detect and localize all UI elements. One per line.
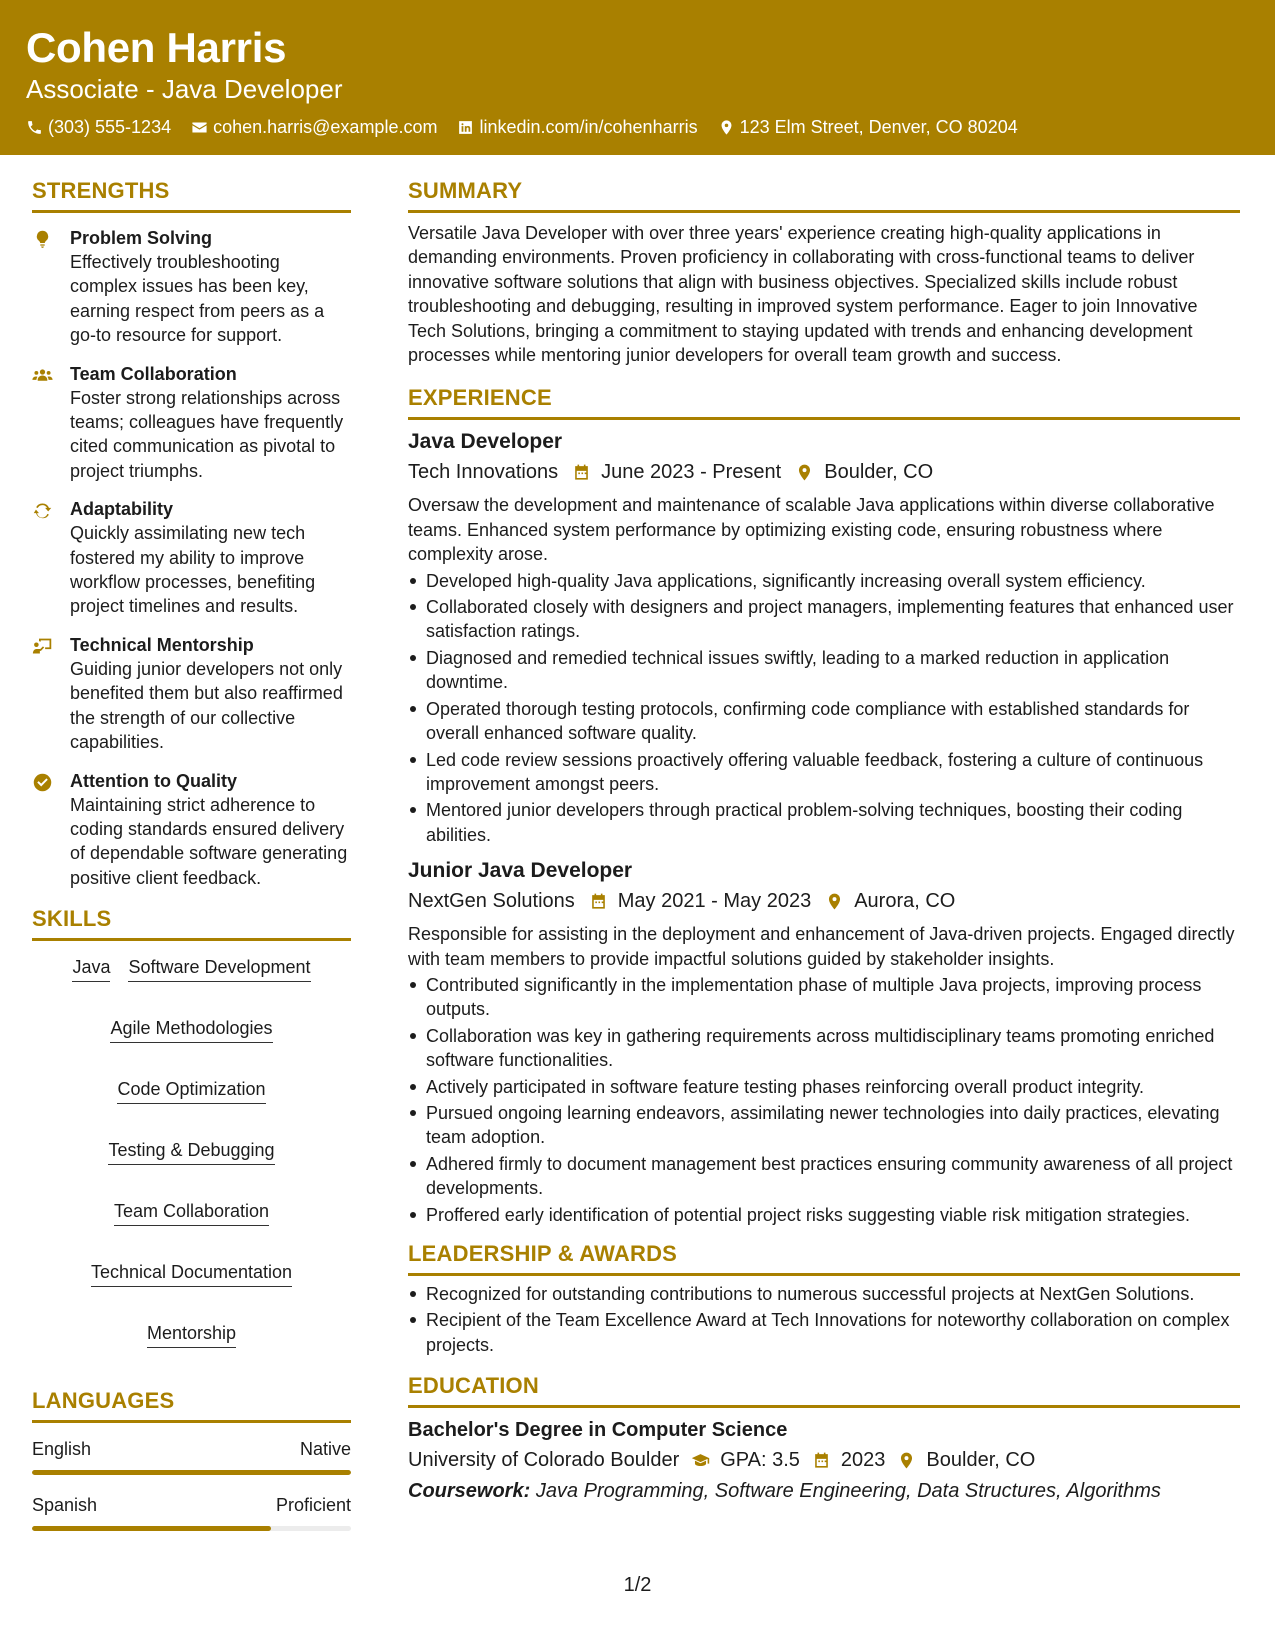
list-item: Collaboration was key in gathering requirements across multidisciplinary teams promoting enriched software functionalities. <box>408 1024 1240 1073</box>
skills-heading: SKILLS <box>32 904 351 941</box>
list-item: Mentored junior developers through practical problem-solving techniques, boosting their coding abilities. <box>408 798 1240 847</box>
email-text: cohen.harris@example.com <box>213 117 438 137</box>
job-company: Tech Innovations <box>408 461 559 484</box>
strength-title: Adaptability <box>70 499 174 520</box>
language-name: Spanish <box>32 1495 98 1516</box>
job-entry <box>408 857 1240 1227</box>
language-item <box>32 1493 351 1531</box>
strength-title: Attention to Quality <box>70 770 237 791</box>
languages-list <box>32 1437 351 1531</box>
language-proficiency-fill <box>32 1470 351 1475</box>
language-proficiency-bar <box>32 1470 351 1475</box>
education-meta <box>408 1446 1240 1474</box>
language-proficiency-fill <box>32 1526 271 1531</box>
summary-heading: SUMMARY <box>408 176 1240 213</box>
strength-item <box>32 362 351 484</box>
language-name: English <box>32 1439 92 1460</box>
contact-linkedin[interactable] <box>457 116 697 138</box>
map-marker-icon <box>718 119 735 136</box>
job-location: Boulder, CO <box>824 461 934 484</box>
list-item: Operated thorough testing protocols, confirming code compliance with established standards for overall enhanced software quality. <box>408 697 1240 746</box>
chalkboard-teacher-icon <box>32 636 53 657</box>
list-item: Proffered early identification of potential project risks suggesting viable risk mitigation strategies. <box>408 1203 1240 1227</box>
list-item: Recipient of the Team Excellence Award at Tech Innovations for noteworthy collaboration on complex projects. <box>408 1308 1240 1357</box>
phone-icon <box>26 119 43 136</box>
address-text: 123 Elm Street, Denver, CO 80204 <box>739 117 1018 137</box>
skill-tag: Agile Methodologies <box>110 1016 272 1043</box>
coursework-text: Java Programming, Software Engineering, Data Structures, Algorithms <box>535 1480 1161 1503</box>
list-item: Pursued ongoing learning endeavors, assimilating newer technologies into daily practices, elevating team adoption. <box>408 1101 1240 1150</box>
skill-tag: Testing & Debugging <box>108 1138 274 1165</box>
strength-item <box>32 633 351 755</box>
job-meta <box>408 887 1240 915</box>
summary-text: Versatile Java Developer with over three years' experience creating high-quality applications in demanding environments. Proven proficiency in collaborating with cross-functional teams to deliver innovative software solutions that align with business objectives. Specialized skills include robust troubleshooting and debugging, resulting in improved system performance. Eager to join Innovative Tech Solutions, bringing a commitment to staying updated with trends and enhancing development processes while mentoring junior developers for overall team growth and success. <box>408 223 1198 366</box>
list-item: Diagnosed and remedied technical issues swiftly, leading to a marked reduction in application downtime. <box>408 646 1240 695</box>
candidate-name: Cohen Harris <box>26 24 287 71</box>
map-marker-icon <box>897 1451 916 1470</box>
lightbulb-icon <box>32 229 53 250</box>
contact-email[interactable] <box>191 116 437 138</box>
education-school: University of Colorado Boulder <box>408 1449 680 1472</box>
skill-tag: Code Optimization <box>117 1077 265 1104</box>
education-heading: EDUCATION <box>408 1371 1240 1408</box>
education-gpa: GPA: 3.5 <box>720 1449 800 1472</box>
list-item: Actively participated in software feature testing phases reinforcing overall product integrity. <box>408 1075 1240 1099</box>
language-level: Proficient <box>275 1495 351 1516</box>
job-location: Aurora, CO <box>854 890 956 913</box>
users-icon <box>32 365 53 386</box>
strengths-list <box>32 226 351 890</box>
envelope-icon <box>191 119 208 136</box>
list-item: Led code review sessions proactively offering valuable feedback, fostering a culture of continuous improvement amongst peers. <box>408 748 1240 797</box>
awards-list <box>408 1282 1240 1357</box>
education-coursework <box>408 1476 1240 1506</box>
job-title: Java Developer <box>408 430 563 454</box>
languages-heading: LANGUAGES <box>32 1386 351 1423</box>
strength-title: Problem Solving <box>70 228 213 248</box>
list-item: Adhered firmly to document management best practices ensuring community awareness of all project developments. <box>408 1152 1240 1201</box>
education-degree: Bachelor's Degree in Computer Science <box>408 1419 788 1442</box>
language-level: Native <box>299 1439 351 1460</box>
awards-heading: LEADERSHIP & AWARDS <box>408 1239 1240 1276</box>
calendar-icon <box>572 463 591 482</box>
skill-tag: Software Development <box>128 955 310 982</box>
strength-item <box>32 226 351 348</box>
contact-phone[interactable] <box>26 116 171 138</box>
language-proficiency-bar <box>32 1526 351 1531</box>
education-location: Boulder, CO <box>926 1449 1036 1472</box>
coursework-label: Coursework: <box>408 1480 531 1503</box>
strength-desc: Foster strong relationships across teams; colleagues have frequently cited communication as pivotal to project triumphs. <box>70 387 344 481</box>
right-column <box>408 176 1240 1506</box>
page-number: 1/2 <box>623 1574 652 1596</box>
list-item: Developed high-quality Java applications, significantly increasing overall system efficiency. <box>408 569 1240 593</box>
map-marker-icon <box>825 892 844 911</box>
list-item: Recognized for outstanding contributions to numerous successful projects at NextGen Solutions. <box>408 1282 1240 1306</box>
calendar-icon <box>812 1451 831 1470</box>
contact-bar <box>26 116 1249 138</box>
map-marker-icon <box>795 463 814 482</box>
strength-item <box>32 769 351 891</box>
candidate-title: Associate - Java Developer <box>26 74 343 104</box>
experience-heading: EXPERIENCE <box>408 383 1240 420</box>
list-item: Collaborated closely with designers and project managers, implementing features that enhanced user satisfaction ratings. <box>408 595 1240 644</box>
resume-header <box>0 0 1275 155</box>
linkedin-text: linkedin.com/in/cohenharris <box>479 117 698 137</box>
skill-tag: Team Collaboration <box>114 1199 269 1226</box>
strength-title: Technical Mentorship <box>70 634 254 655</box>
graduation-cap-icon <box>691 1451 710 1470</box>
skill-tag: Mentorship <box>147 1321 236 1348</box>
job-dates: June 2023 - Present <box>601 461 782 484</box>
calendar-icon <box>589 892 608 911</box>
strength-item <box>32 497 351 619</box>
job-bullets <box>408 973 1240 1227</box>
contact-address <box>718 116 1018 138</box>
job-description: Responsible for assisting in the deployment and enhancement of Java-driven projects. Engaged directly with team members to provide impactful solutions guided by stakeholder insights. <box>408 924 1235 969</box>
strengths-heading: STRENGTHS <box>32 176 351 213</box>
skills-list <box>32 951 351 1352</box>
strength-desc: Effectively troubleshooting complex issues has been key, earning respect from peers as a go-to resource for support. <box>70 252 325 346</box>
list-item: Contributed significantly in the implementation phase of multiple Java projects, improving process outputs. <box>408 973 1240 1022</box>
skill-tag: Java <box>72 955 110 982</box>
job-dates: May 2021 - May 2023 <box>617 890 812 913</box>
language-item <box>32 1437 351 1475</box>
job-description: Oversaw the development and maintenance of scalable Java applications within diverse collaborative teams. Enhanced system performance by optimizing existing code, ensuring robustness where complexity arose. <box>408 495 1215 565</box>
strength-title: Team Collaboration <box>70 363 237 384</box>
left-column <box>32 176 351 1549</box>
phone-text: (303) 555-1234 <box>48 117 172 137</box>
strength-desc: Quickly assimilating new tech fostered my ability to improve workflow processes, benefiting project timelines and results. <box>70 523 316 617</box>
job-meta <box>408 458 1240 486</box>
strength-desc: Maintaining strict adherence to coding standards ensured delivery of dependable software generating positive client feedback. <box>70 794 348 888</box>
strength-desc: Guiding junior developers not only benefited them but also reaffirmed the strength of our collective capabilities. <box>70 658 343 753</box>
education-year: 2023 <box>840 1449 886 1472</box>
check-circle-icon <box>32 772 53 793</box>
skill-tag: Technical Documentation <box>91 1260 292 1287</box>
linkedin-icon <box>457 119 474 136</box>
job-entry <box>408 428 1240 847</box>
sync-icon <box>32 500 53 521</box>
job-bullets <box>408 569 1240 847</box>
job-company: NextGen Solutions <box>408 890 575 913</box>
job-title: Junior Java Developer <box>408 859 633 883</box>
